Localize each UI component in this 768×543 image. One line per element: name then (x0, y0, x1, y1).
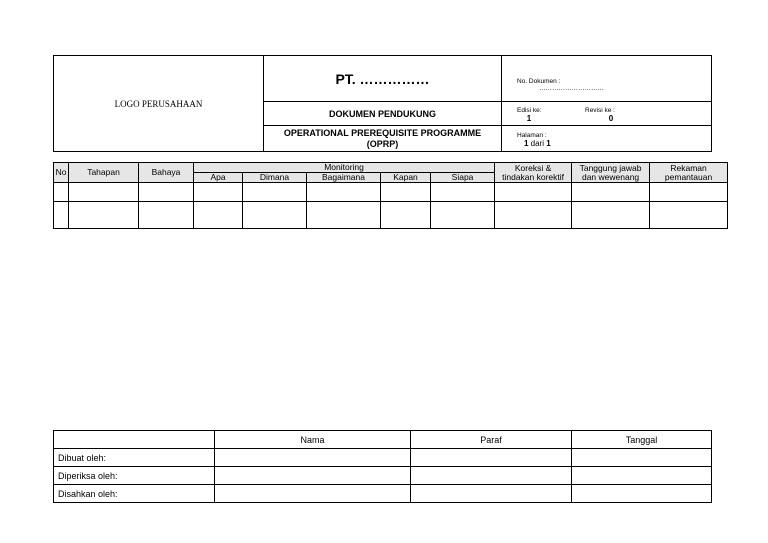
signoff-row-diperiksa (54, 467, 712, 485)
table-cell[interactable] (307, 183, 381, 202)
logo-text: LOGO PERUSAHAAN (114, 98, 203, 109)
table-cell[interactable] (650, 202, 728, 229)
header-koreksi (495, 163, 572, 183)
signoff-corner-cell (54, 431, 215, 449)
table-cell[interactable] (495, 183, 572, 202)
signoff-label-dibuat: Dibuat oleh: (54, 449, 215, 467)
table-cell[interactable] (194, 183, 243, 202)
signoff-tanggal-field[interactable] (572, 467, 712, 485)
document-number-label: No. Dokumen : (517, 78, 561, 85)
header-tanggung-jawab (572, 163, 650, 183)
oprp-monitoring-table (53, 162, 728, 229)
edition-label: Edisi ke: (517, 106, 542, 114)
document-title-line1: OPERATIONAL PREREQUISITE PROGRAMME (283, 127, 482, 138)
subheader-dimana: Dimana (243, 173, 307, 183)
signoff-header-tanggal: Tanggal (572, 431, 712, 449)
company-name-cell (264, 56, 502, 102)
table-cell[interactable] (139, 183, 194, 202)
document-number-value: ………………………… (539, 85, 604, 92)
signoff-paraf-field[interactable] (411, 467, 572, 485)
page-number-cell (502, 126, 712, 152)
page-total: 1 (546, 139, 551, 148)
table-cell[interactable] (431, 202, 495, 229)
subheader-siapa: Siapa (431, 173, 495, 183)
header-rekaman-line2: pemantauan (664, 171, 713, 182)
table-cell[interactable] (54, 183, 69, 202)
signoff-label-diperiksa: Diperiksa oleh: (54, 467, 215, 485)
table-cell[interactable] (243, 183, 307, 202)
table-cell[interactable] (381, 202, 431, 229)
company-name: PT. …………… (335, 70, 430, 87)
header-tanggung-line1: Tanggung jawab (579, 162, 642, 173)
document-title-line2: (OPRP) (366, 138, 399, 149)
table-cell[interactable] (139, 202, 194, 229)
header-koreksi-line1: Koreksi & (514, 162, 552, 173)
signoff-tanggal-field[interactable] (572, 485, 712, 503)
table-cell[interactable] (243, 202, 307, 229)
page-of-text: dari (528, 139, 547, 148)
edition-value: 1 (526, 113, 532, 123)
table-row (54, 183, 728, 202)
signoff-table (53, 430, 712, 503)
header-monitoring: Monitoring (194, 163, 495, 173)
page-label: Halaman : (517, 132, 547, 139)
signoff-header-nama: Nama (215, 431, 411, 449)
signoff-paraf-field[interactable] (411, 449, 572, 467)
header-tahapan: Tahapan (69, 163, 139, 183)
subheader-apa: Apa (194, 173, 243, 183)
signoff-paraf-field[interactable] (411, 485, 572, 503)
document-header (53, 55, 712, 152)
header-no: No (54, 163, 69, 183)
signoff-nama-field[interactable] (215, 485, 411, 503)
header-bahaya: Bahaya (139, 163, 194, 183)
subheader-kapan: Kapan (381, 173, 431, 183)
document-type: DOKUMEN PENDUKUNG (328, 108, 436, 119)
edition-revision-cell (502, 102, 712, 126)
signoff-row-dibuat (54, 449, 712, 467)
revision-label: Revisi ke : (585, 106, 615, 114)
header-koreksi-line2: tindakan korektif (502, 171, 565, 182)
table-row (54, 202, 728, 229)
table-cell[interactable] (381, 183, 431, 202)
subheader-bagaimana: Bagaimana (307, 173, 381, 183)
signoff-nama-field[interactable] (215, 467, 411, 485)
company-logo-placeholder (54, 56, 264, 152)
header-rekaman-line1: Rekaman (670, 162, 707, 173)
document-title-cell (264, 126, 502, 152)
header-rekaman (650, 163, 728, 183)
table-cell[interactable] (431, 183, 495, 202)
signoff-row-disahkan (54, 485, 712, 503)
signoff-header-row (54, 431, 712, 449)
table-cell[interactable] (650, 183, 728, 202)
document-type-cell (264, 102, 502, 126)
table-cell[interactable] (69, 183, 139, 202)
table-cell[interactable] (69, 202, 139, 229)
signoff-label-disahkan: Disahkan oleh: (54, 485, 215, 503)
table-cell[interactable] (54, 202, 69, 229)
table-cell[interactable] (572, 183, 650, 202)
signoff-tanggal-field[interactable] (572, 449, 712, 467)
table-cell[interactable] (495, 202, 572, 229)
table-cell[interactable] (572, 202, 650, 229)
signoff-nama-field[interactable] (215, 449, 411, 467)
document-number-cell (502, 56, 712, 102)
signoff-header-paraf: Paraf (411, 431, 572, 449)
table-cell[interactable] (194, 202, 243, 229)
page-current: 1 (524, 139, 529, 148)
table-cell[interactable] (307, 202, 381, 229)
header-tanggung-line2: dan wewenang (581, 171, 640, 182)
revision-value: 0 (608, 113, 614, 123)
